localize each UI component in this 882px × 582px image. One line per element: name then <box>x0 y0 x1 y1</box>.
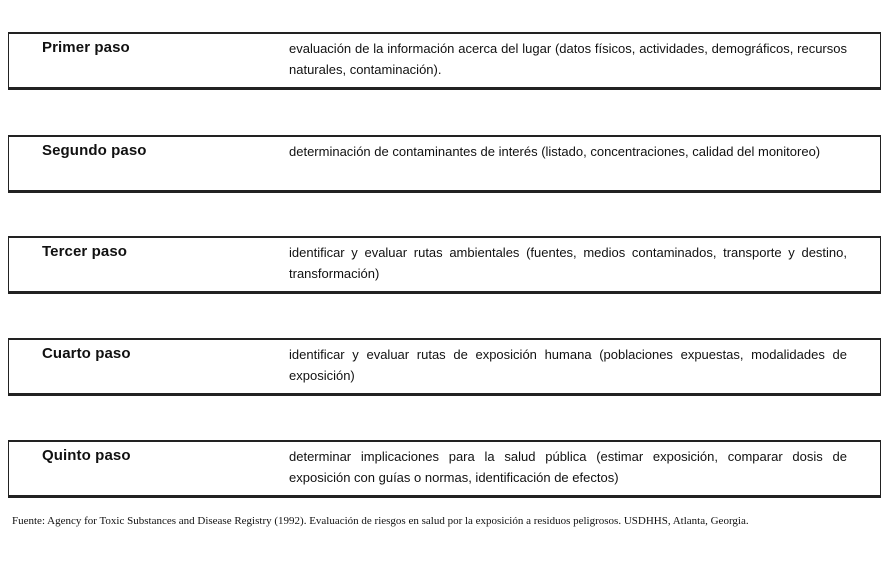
step-box-3 <box>8 236 881 294</box>
step-box-5 <box>8 440 881 498</box>
step-description: identificar y evaluar rutas ambientales (fuentes, medios contaminados, transporte y destino, transformación) <box>289 245 847 281</box>
step-box-1 <box>8 32 881 90</box>
step-box-2 <box>8 135 881 193</box>
step-description: evaluación de la información acerca del lugar (datos físicos, actividades, demográficos, recursos naturales, contaminación). <box>289 41 847 77</box>
step-title: Quinto paso <box>42 447 131 464</box>
step-description: identificar y evaluar rutas de exposición humana (poblaciones expuestas, modalidades de exposición) <box>289 347 847 383</box>
source-note: Fuente: Agency for Toxic Substances and Disease Registry (1992). Evaluación de riesgos en salud por la exposición a residuos peligrosos. USDHHS, Atlanta, Georgia. <box>12 515 749 527</box>
step-title: Segundo paso <box>42 142 147 159</box>
step-title: Tercer paso <box>42 243 128 260</box>
step-box-4 <box>8 338 881 396</box>
step-description: determinar implicaciones para la salud pública (estimar exposición, comparar dosis de exposición con guías o normas, identificación de efectos) <box>289 449 847 485</box>
step-description: determinación de contaminantes de interés (listado, concentraciones, calidad del monitoreo) <box>289 144 821 159</box>
step-title: Cuarto paso <box>42 345 131 362</box>
step-title: Primer paso <box>42 39 130 56</box>
